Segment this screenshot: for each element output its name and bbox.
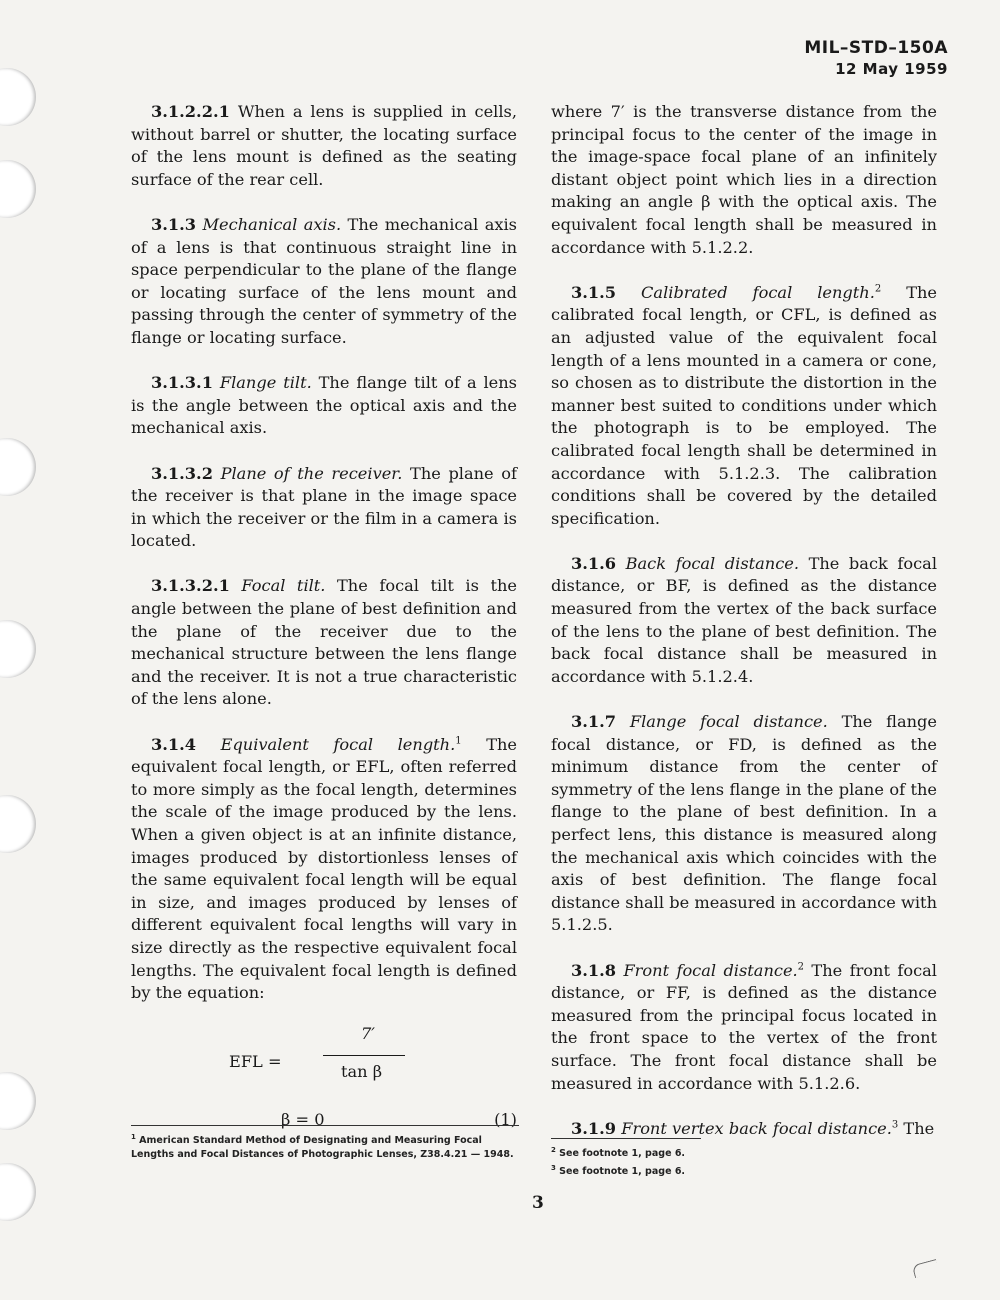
section-title: Equivalent focal length.: [220, 734, 456, 754]
section-paragraph: [551, 101, 937, 259]
section-text: where 7′ is the transverse distance from the principal focus to the center of the image in the image-space focal plane of an infinitely distant object point which lies in a direction making an angle β with the optical axis. The equivalent focal length shall be measured in accordance with 5.1.2.2.: [551, 102, 937, 257]
binder-hole: [0, 68, 36, 126]
section-title: Plane of the receiver.: [220, 463, 403, 483]
document-date: 12 May 1959: [835, 60, 948, 78]
section-text: The back focal distance, or BF, is defined as the distance measured from the vertex of the back surface of the lens to the plane of best definition. The back focal distance shall be measured in accordance with 5.1.2.4.: [551, 553, 937, 686]
section-paragraph: [131, 214, 517, 350]
footnote-marker: 1: [455, 735, 462, 747]
binder-hole: [0, 795, 36, 853]
section-paragraph: [551, 711, 937, 937]
equation-number: (1): [494, 1110, 517, 1130]
section-title: Focal tilt.: [241, 576, 326, 596]
standard-id: MIL–STD–150A: [804, 38, 948, 58]
equation-condition: β = 0: [281, 1110, 325, 1130]
page-number: 3: [532, 1193, 544, 1213]
footnote: [551, 1161, 701, 1179]
document-header: [804, 38, 948, 78]
section-title: Calibrated focal length.: [641, 282, 875, 302]
footnote-marker: 3: [891, 1119, 899, 1131]
section-paragraph: [551, 1118, 937, 1141]
footnote-mark: 1: [131, 1133, 136, 1141]
footnote-text: See footnote 1, page 6.: [555, 1166, 686, 1178]
footnote-text: American Standard Method of Designating and Measuring Focal Lengths and Focal Distances of Photographic Lenses, Z38.4.21 — 1948.: [131, 1135, 514, 1161]
section-paragraph: [131, 575, 517, 711]
section-text: When a lens is supplied in cells, without barrel or shutter, the locating surface of the lens mount is defined as the seating surface of the rear cell.: [131, 102, 517, 189]
section-number: 3.1.8: [571, 960, 617, 980]
equation-denominator: tan β: [341, 1062, 383, 1082]
fraction-bar: [323, 1055, 405, 1056]
section-paragraph: [131, 101, 517, 191]
footnotes-left: [131, 1125, 519, 1162]
section-paragraph: [131, 463, 517, 553]
footnote: [551, 1143, 701, 1161]
section-text: The mechanical axis of a lens is that continuous straight line in space perpendicular to the plane of the flange or locating surface of the lens mount and passing through the center of symmetry of the flange or locating surface.: [131, 214, 517, 347]
binder-hole: [0, 160, 36, 218]
section-paragraph: [551, 282, 937, 531]
section-text: The calibrated focal length, or CFL, is defined as an adjusted value of the equivalent focal length of a lens mounted in a camera or cone, so chosen as to distribute the distortion in the manner best suited to conditions under which the photograph is to be employed. The calibrated focal length shall be determined in accordance with 5.1.2.3. The calibration conditions shall be covered by the detailed specification.: [551, 282, 937, 528]
section-paragraph: [551, 960, 937, 1096]
footnote-marker: 2: [874, 283, 882, 295]
section-number: 3.1.3.1: [151, 373, 213, 393]
section-text: The equivalent focal length, or EFL, often referred to more simply as the focal length, determines the scale of the image produced by the lens. When a given object is at an infinite distance, images produced by distortionless lenses of the same equivalent focal length will be equal in size, and images produced by lenses of different equivalent focal lengths will vary in size directly as the respective equivalent focal lengths. The equivalent focal length is defined by the equation:: [131, 734, 517, 1003]
section-text: The flange tilt of a lens is the angle between the optical axis and the mechanical axis.: [131, 373, 517, 438]
left-column: [131, 101, 517, 1141]
footnote: [131, 1130, 519, 1162]
section-title: Flange focal distance.: [629, 712, 828, 732]
section-title: Front vertex back focal distance.: [621, 1118, 892, 1138]
section-title: Front focal distance.: [623, 960, 798, 980]
section-text: The flange focal distance, or FD, is defined as the minimum distance from the center of symmetry of the lens flange in the plane of the flange to the plane of best definition. In a perfect lens, this distance is measured along the mechanical axis which coincides with the axis of best definition. The flange focal distance shall be measured in accordance with 5.1.2.5.: [551, 712, 937, 935]
section-text: The plane of the receiver is that plane in the image space in which the receiver or the film in a camera is located.: [131, 463, 517, 551]
section-paragraph: [551, 553, 937, 689]
binder-hole: [0, 438, 36, 496]
footnote-mark: 3: [551, 1164, 556, 1173]
section-text: The: [898, 1118, 935, 1138]
section-title: Mechanical axis.: [202, 214, 342, 234]
section-number: 3.1.3: [151, 214, 197, 234]
equation-lhs: EFL =: [229, 1052, 282, 1072]
section-paragraph: [131, 734, 517, 1005]
section-number: 3.1.5: [571, 282, 617, 302]
section-number: 3.1.7: [571, 712, 617, 732]
footnote-mark: 2: [551, 1146, 556, 1154]
section-text: The front focal distance, or FF, is defined as the distance measured from the principal focus located in the front space to the vertex of the front surface. The front focal distance shall be measured in accordance with 5.1.2.6.: [551, 960, 937, 1093]
footnote-text: See footnote 1, page 6.: [555, 1148, 686, 1160]
section-number: 3.1.6: [571, 553, 617, 573]
binder-hole: [0, 1163, 36, 1221]
pencil-mark: [912, 1259, 940, 1278]
section-number: 3.1.2.2.1: [151, 102, 230, 121]
footnote-marker: 2: [797, 961, 805, 973]
binder-hole: [0, 1072, 36, 1130]
section-title: Flange tilt.: [219, 373, 312, 393]
equation-block: [131, 1021, 517, 1141]
section-text: The focal tilt is the angle between the plane of best definition and the plane of the receiver due to the mechanical structure between the lens flange and the receiver. It is not a true characteristic of the lens alone.: [131, 576, 517, 709]
section-number: 3.1.3.2: [151, 463, 213, 483]
equation-numerator: 7′: [361, 1024, 375, 1044]
section-paragraph: [131, 372, 517, 440]
section-number: 3.1.9: [571, 1118, 617, 1138]
section-number: 3.1.4: [151, 734, 197, 754]
footnotes-right: [551, 1138, 701, 1179]
right-column: [551, 101, 937, 1163]
section-title: Back focal distance.: [625, 553, 800, 573]
section-number: 3.1.3.2.1: [151, 576, 230, 596]
binder-hole: [0, 620, 36, 678]
